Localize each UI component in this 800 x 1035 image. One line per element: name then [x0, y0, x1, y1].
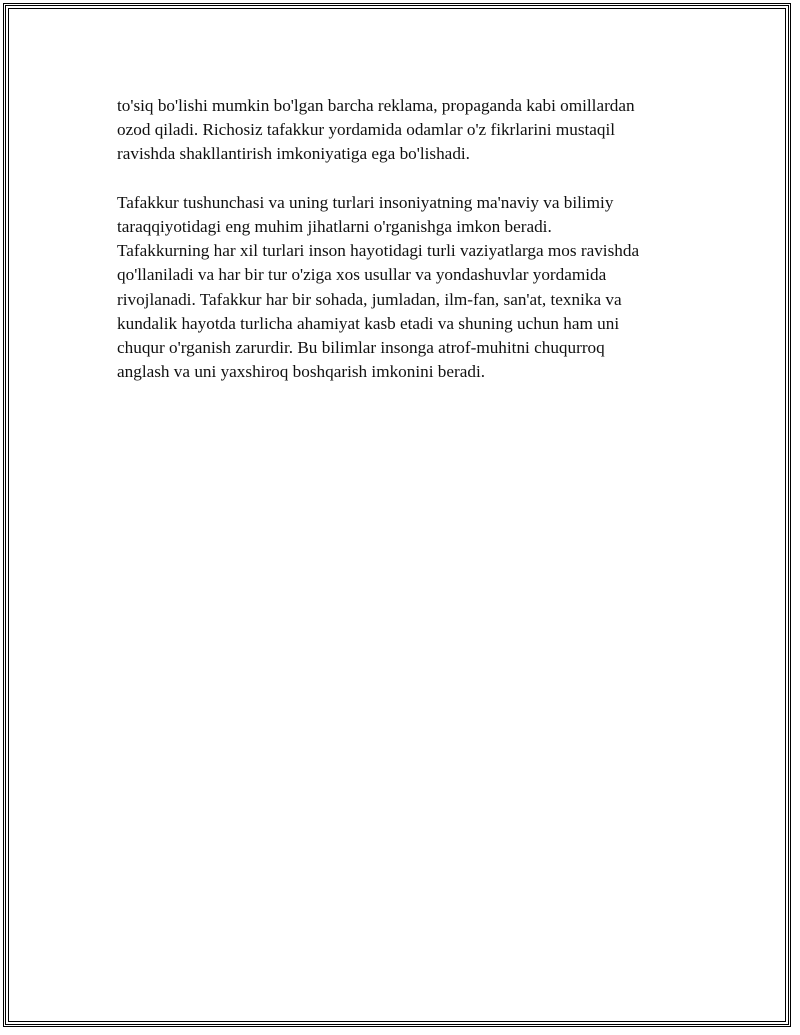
- text-line: Tafakkur tushunchasi va uning turlari insoniyatning ma'naviy va bilimiy: [117, 192, 614, 212]
- text-line: rivojlanadi. Tafakkur har bir sohada, jumladan, ilm-fan, san'at, texnika va: [117, 289, 622, 309]
- text-line: qo'llaniladi va har bir tur o'ziga xos usullar va yondashuvlar yordamida: [117, 265, 607, 285]
- text-line: ozod qiladi. Richosiz tafakkur yordamida odamlar o'z fikrlarini mustaqil: [117, 120, 616, 140]
- text-line: chuqur o'rganish zarurdir. Bu bilimlar insonga atrof-muhitni chuqurroq: [117, 338, 605, 358]
- text-line: kundalik hayotda turlicha ahamiyat kasb etadi va shuning uchun ham uni: [117, 313, 620, 333]
- document-body: [117, 94, 717, 384]
- text-line: Tafakkurning har xil turlari inson hayotidagi turli vaziyatlarga mos ravishda: [117, 241, 640, 261]
- text-line: to'siq bo'lishi mumkin bo'lgan barcha reklama, propaganda kabi omillardan: [117, 96, 635, 115]
- paragraph-2: [117, 191, 717, 385]
- text-line: ravishda shakllantirish imkoniyatiga ega bo'lishadi.: [117, 144, 470, 164]
- text-line: anglash va uni yaxshiroq boshqarish imkonini beradi.: [117, 362, 486, 382]
- text-line: taraqqiyotidagi eng muhim jihatlarni o'rganishga imkon beradi.: [117, 217, 552, 236]
- paragraph-1: [117, 94, 717, 167]
